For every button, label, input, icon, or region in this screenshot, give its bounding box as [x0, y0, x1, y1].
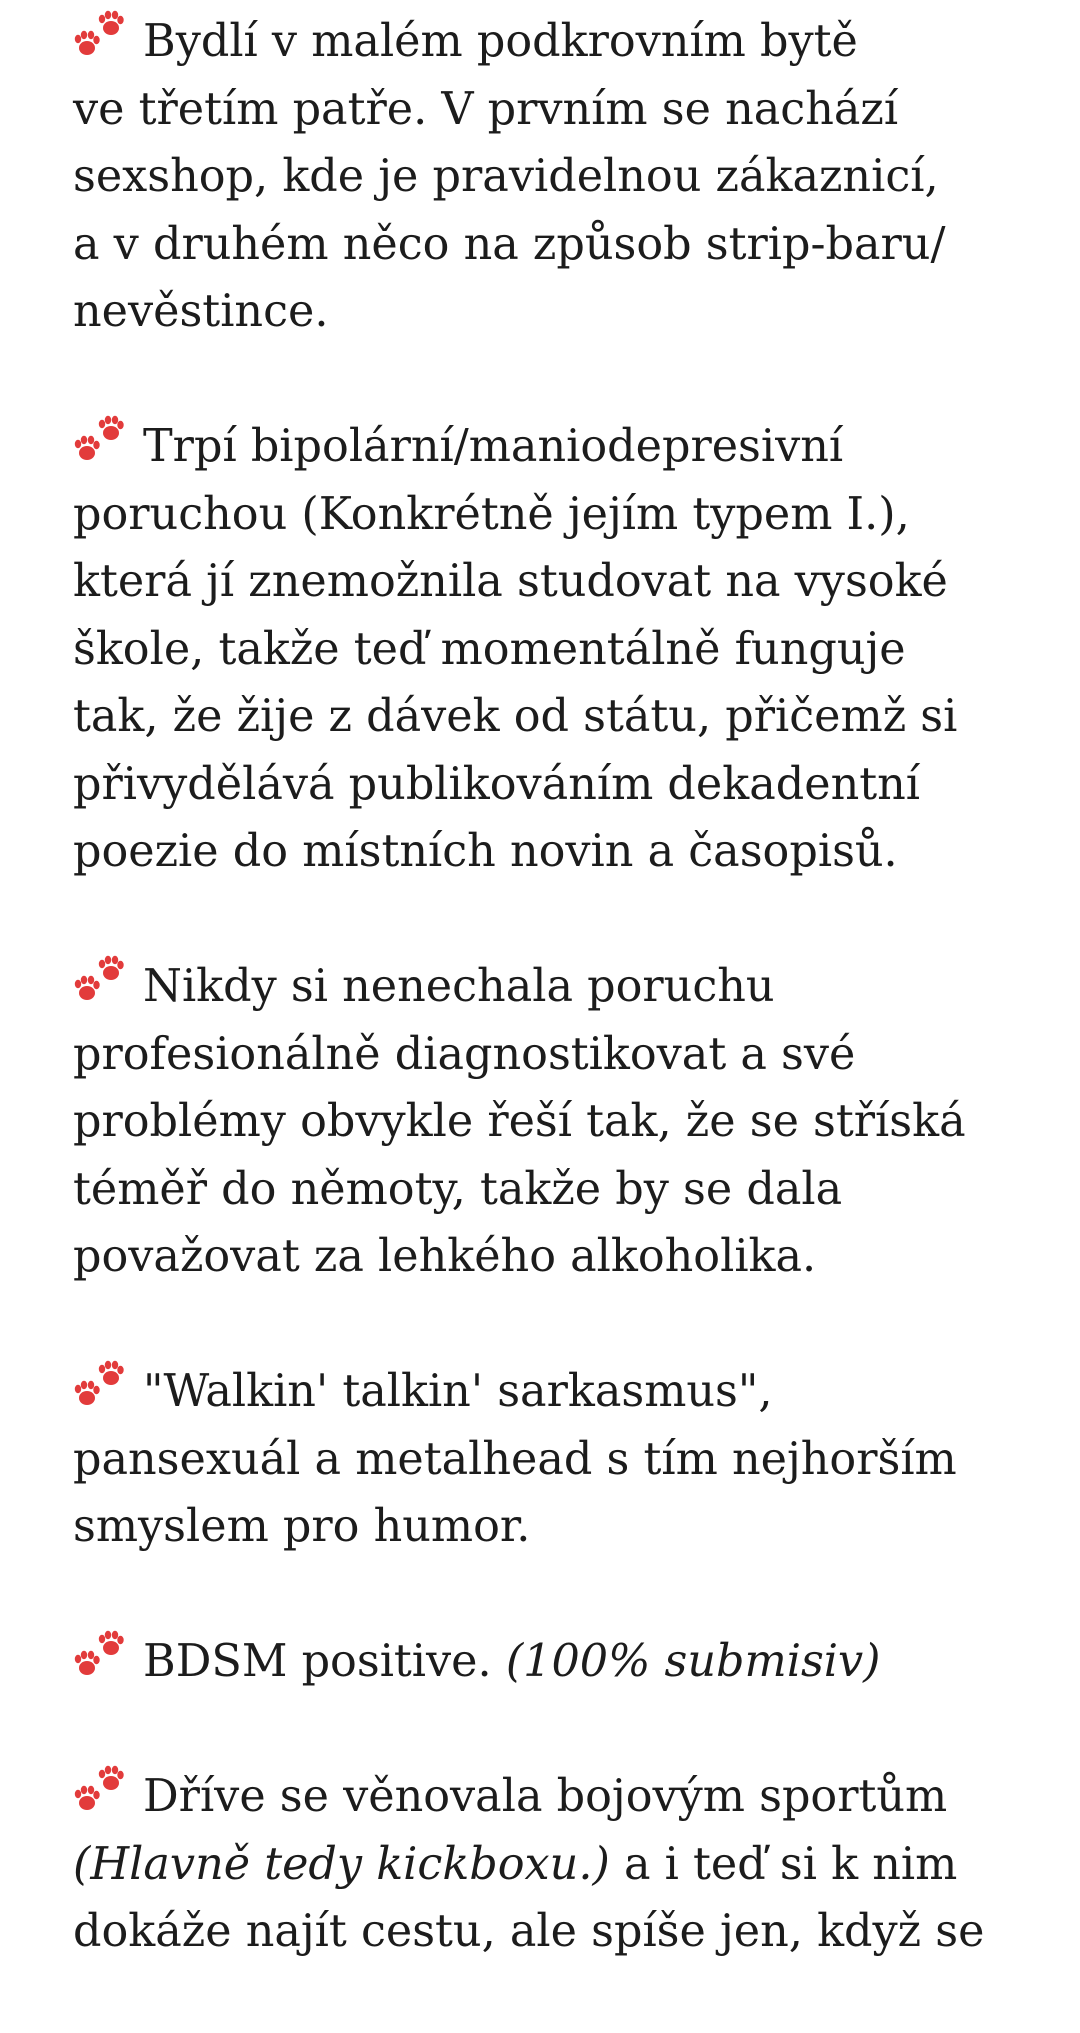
paragraph-line: Trpí bipolární/maniodepresivní — [143, 421, 844, 472]
paragraph-line: a i teď si k nim — [609, 1838, 958, 1890]
paragraph-line: dokáže najít cestu, ale spíše jen, když se — [73, 1906, 985, 1957]
paragraph-line: Dříve se věnovala bojovým sportům — [143, 1771, 948, 1822]
paw-prints-icon — [73, 953, 129, 1007]
paw-prints-icon — [73, 8, 129, 62]
paw-prints-icon — [73, 413, 129, 467]
paragraph-3 — [73, 953, 1033, 1291]
paragraph-1 — [73, 8, 1033, 346]
paragraph-line: nevěstince. — [73, 286, 329, 337]
paragraph-line: BDSM positive. — [143, 1636, 506, 1687]
paragraph-line: Bydlí v malém podkrovním bytě — [143, 16, 858, 67]
paragraph-line: sexshop, kde je pravidelnou zákaznicí, — [73, 151, 939, 202]
profile-text-content — [73, 8, 1033, 2033]
paw-prints-icon — [73, 1763, 129, 1817]
paragraph-italic-note: (Hlavně tedy kickboxu.) — [73, 1838, 610, 1890]
paw-prints-icon — [73, 1358, 129, 1412]
paragraph-line: "Walkin' talkin' sarkasmus", — [143, 1366, 773, 1417]
paragraph-line: škole, takže teď momentálně funguje — [73, 623, 906, 675]
paw-prints-icon — [73, 1628, 129, 1682]
paragraph-italic-note: (100% submisiv) — [505, 1636, 881, 1687]
paragraph-line: Nikdy si nenechala poruchu — [143, 961, 775, 1012]
paragraph-6 — [73, 1763, 1033, 1966]
paragraph-line: profesionálně diagnostikovat a své — [73, 1028, 856, 1080]
paragraph-line: považovat za lehkého alkoholika. — [73, 1231, 817, 1282]
paragraph-line: poruchou (Konkrétně jejím typem I.), — [73, 488, 910, 540]
paragraph-line: pansexuál a metalhead s tím nejhorším — [73, 1433, 957, 1485]
paragraph-2 — [73, 413, 1033, 886]
paragraph-line: smyslem pro humor. — [73, 1501, 531, 1552]
paragraph-line: problémy obvykle řeší tak, že se stříská — [73, 1096, 966, 1147]
paragraph-4 — [73, 1358, 1033, 1561]
paragraph-line: poezie do místních novin a časopisů. — [73, 826, 898, 877]
paragraph-5 — [73, 1628, 1033, 1696]
paragraph-line: téměř do němoty, takže by se dala — [73, 1163, 843, 1215]
paragraph-line: ve třetím patře. V prvním se nachází — [73, 83, 899, 135]
paragraph-line: tak, že žije z dávek od státu, přičemž si — [73, 691, 958, 742]
paragraph-line: která jí znemožnila studovat na vysoké — [73, 556, 948, 607]
paragraph-line: a v druhém něco na způsob strip-baru/ — [73, 218, 946, 270]
paragraph-line: přivydělává publikováním dekadentní — [73, 758, 920, 810]
